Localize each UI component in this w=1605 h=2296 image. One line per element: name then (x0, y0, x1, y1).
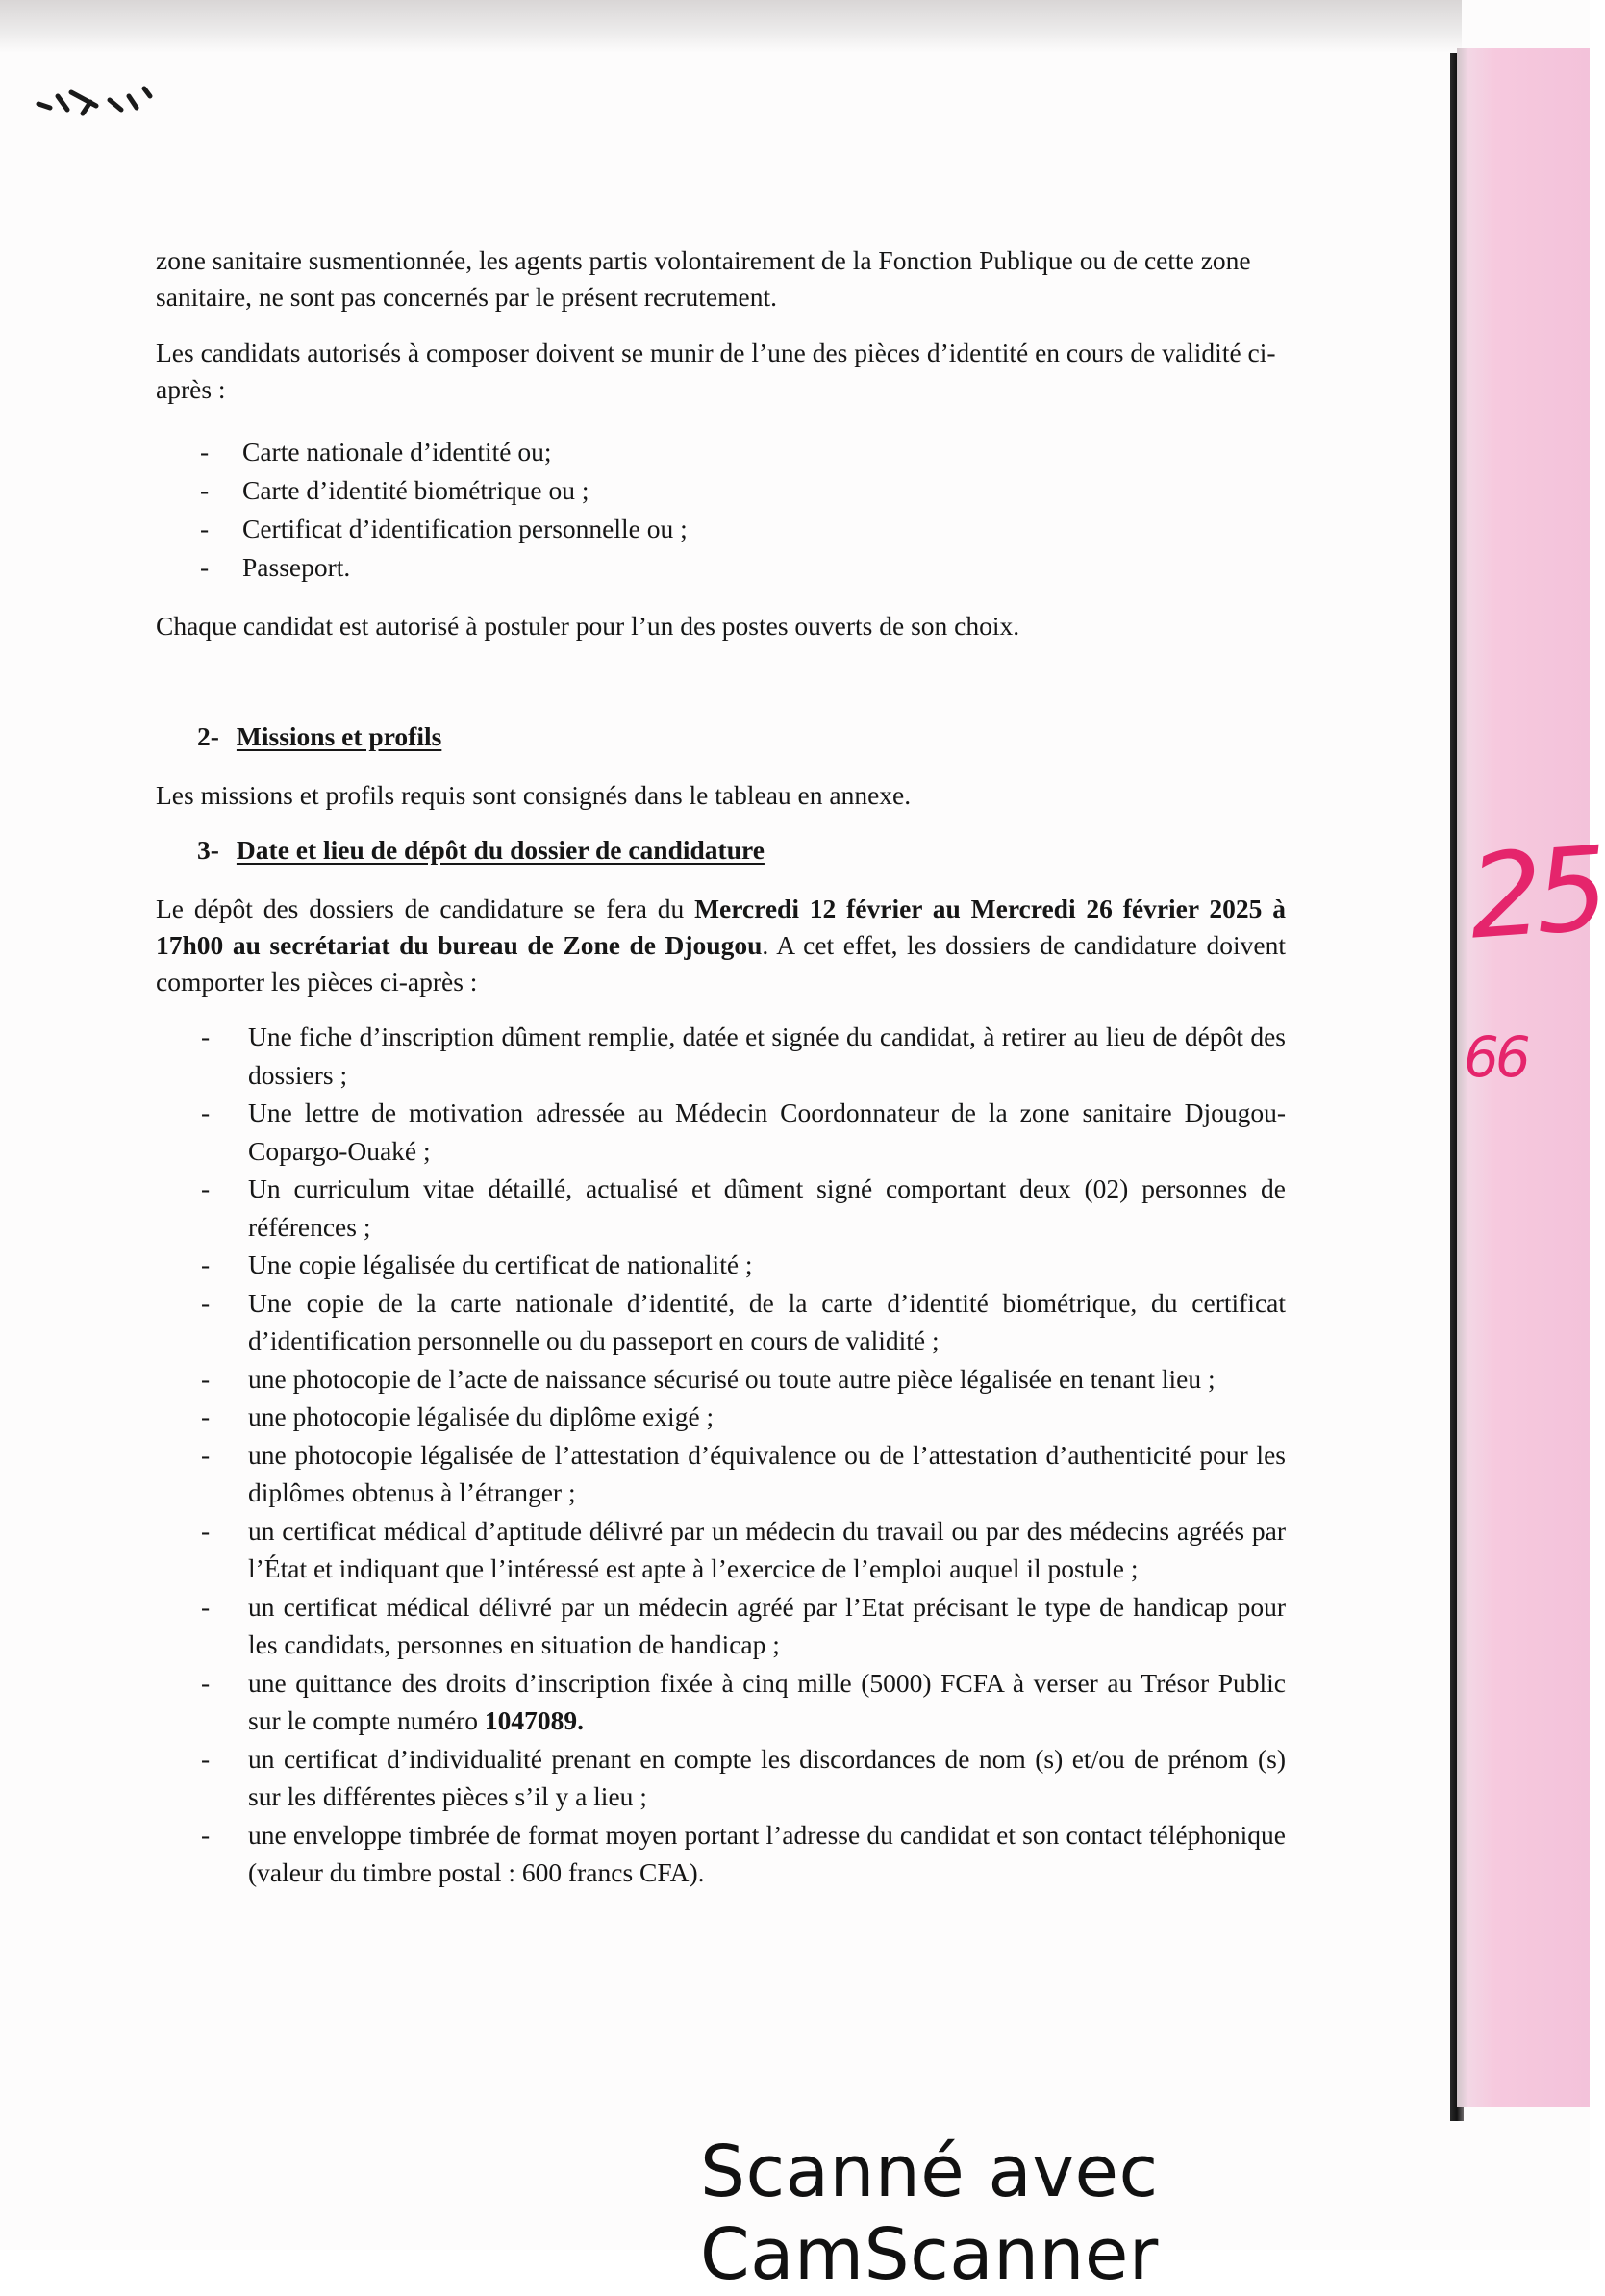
deposit-text-end: . A cet effet, les dossiers de candidature doivent comporter les pièces ci-après : (156, 930, 1286, 997)
list-item: - un certificat d’individualité prenant en compte les discordances de nom (s) et/ou de prénom (s) sur les différentes pièces s’il y a lieu ; (156, 1740, 1286, 1816)
list-item: - Une fiche d’inscription dûment remplie, datée et signée du candidat, à retirer au lieu de dépôt des dossiers ; (156, 1018, 1286, 1094)
camscanner-watermark: Scanné avec CamScanner (700, 2131, 1159, 2296)
intro-paragraph-2: Les candidats autorisés à composer doivent se munir de l’une des pièces d’identité en cours de validité ci-après : (156, 338, 1276, 404)
list-item: - Une copie légalisée du certificat de nationalité ; (156, 1246, 1286, 1284)
list-item: - Un curriculum vitae détaillé, actualisé et dûment signé comportant deux (02) personnes de références ; (156, 1170, 1286, 1246)
section-2-text: Les missions et profils requis sont consignés dans le tableau en annexe. (156, 780, 912, 810)
section-3-heading (197, 835, 765, 866)
intro-paragraph-3: Chaque candidat est autorisé à postuler pour l’un des postes ouverts de son choix. (156, 611, 1020, 641)
section-number: 2- (197, 721, 219, 751)
list-item: - une photocopie légalisée de l’attestation d’équivalence ou de l’attestation d’authenticité pour les diplômes obtenus à l’étranger ; (156, 1436, 1286, 1512)
deposit-text-start: Le dépôt des dossiers de candidature se fera du (156, 894, 695, 923)
section-title: Missions et profils (236, 721, 442, 751)
handwritten-number-66: 66 (1464, 1024, 1527, 1090)
section-3-paragraph (156, 891, 1286, 1000)
section-2-heading (197, 721, 441, 752)
section-title: Date et lieu de dépôt du dossier de candidature (236, 835, 765, 865)
list-item: - un certificat médical d’aptitude délivré par un médecin du travail ou par des médecins agréés par l’État et indiquant que l’intéressé est apte à l’exercice de l’emploi auquel il postule ; (156, 1512, 1286, 1588)
account-number: 1047089. (484, 1705, 585, 1735)
section-number: 3- (197, 835, 219, 865)
list-item: - un certificat médical délivré par un médecin agréé par l’Etat précisant le type de handicap pour les candidats, personnes en situation de handicap ; (156, 1588, 1286, 1664)
intro-paragraph-1: zone sanitaire susmentionnée, les agents partis volontairement de la Fonction Publique ou de cette zone sanitaire, ne sont pas concernés par le présent recrutement. (156, 245, 1251, 312)
list-item: - Une lettre de motivation adressée au Médecin Coordonnateur de la zone sanitaire Djougou-Copargo-Ouaké ; (156, 1094, 1286, 1170)
required-documents-list (156, 1018, 1286, 1892)
list-item: - Carte nationale d’identité ou; (156, 433, 1286, 471)
id-documents-list (156, 433, 1286, 587)
list-item: - une enveloppe timbrée de format moyen portant l’adresse du candidat et son contact téléphonique (valeur du timbre postal : 600 francs CFA). (156, 1816, 1286, 1892)
deposit-dates-location: Mercredi 12 février au Mercredi 26 février 2025 à 17h00 au secrétariat du bureau de Zone de Djougou (156, 894, 1286, 960)
handwritten-number-25: 25 (1465, 822, 1605, 966)
list-item: - Carte d’identité biométrique ou ; (156, 471, 1286, 510)
list-item: - Passeport. (156, 548, 1286, 587)
scan-shadow-top (0, 0, 1462, 53)
list-item: - Certificat d’identification personnelle ou ; (156, 510, 1286, 548)
list-item: - une photocopie de l’acte de naissance sécurisé ou toute autre pièce légalisée en tenant lieu ; (156, 1360, 1286, 1399)
list-item: - une photocopie légalisée du diplôme exigé ; (156, 1398, 1286, 1436)
list-item: - Une copie de la carte nationale d’identité, de la carte d’identité biométrique, du certificat d’identification personnelle ou du passeport en cours de validité ; (156, 1284, 1286, 1360)
list-item-fee (156, 1664, 1286, 1740)
fee-text: une quittance des droits d’inscription fixée à cinq mille (5000) FCFA à verser au Trésor Public sur le compte numéro (248, 1667, 1286, 1735)
scan-smudge-mark (29, 67, 173, 135)
